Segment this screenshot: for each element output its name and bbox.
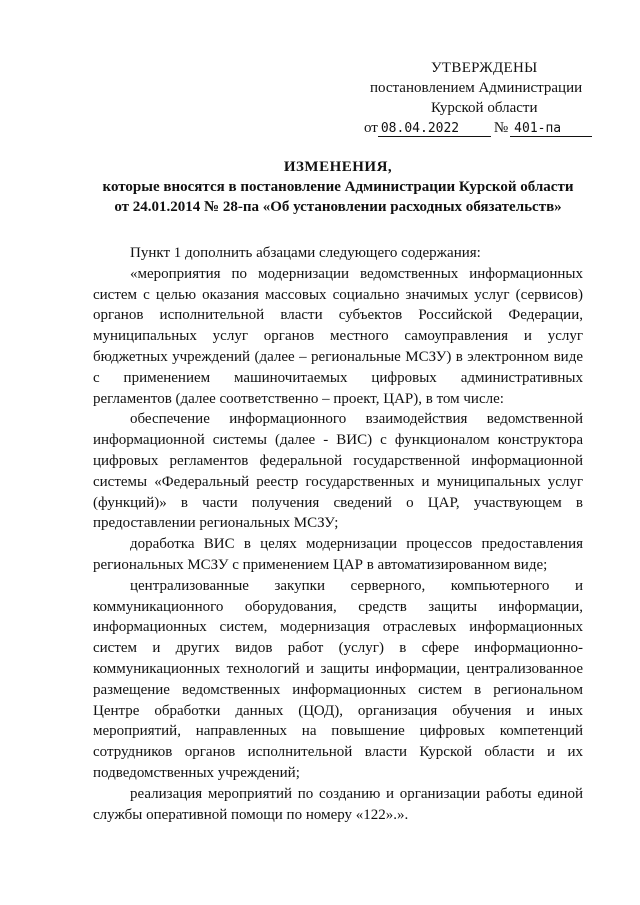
date-prefix: от <box>364 120 378 136</box>
document-number: 401-па <box>510 121 592 137</box>
approval-title: УТВЕРЖДЕНЫ <box>431 60 538 76</box>
heading-subtitle-line2: от 24.01.2014 № 28-па «Об установлении расходных обязательств» <box>114 199 562 215</box>
document-heading <box>88 157 588 217</box>
document-body <box>93 243 583 825</box>
approval-stamp <box>300 58 600 138</box>
paragraph: обеспечение информационного взаимодействия ведомственной информационной системы (далее - ВИС) с функционалом конструктора цифровых регламентов федеральной государственной информационной системы «Федеральный реестр государственных и муниципальных услуг (функций)» в части получения сведений о ЦАР, участвующем в предоставлении региональных МСЗУ; <box>93 411 583 532</box>
paragraph: реализация мероприятий по созданию и организации работы единой службы оперативной помощи по номеру «122».». <box>93 785 583 823</box>
heading-title: ИЗМЕНЕНИЯ, <box>283 159 393 175</box>
paragraph: централизованные закупки серверного, компьютерного и коммуникационного оборудования, средств защиты информации, информационных систем, модернизация отраслевых информационных систем и других видов работ (услуг) в сфере информационно-коммуникационных технологий и защиты информации, централизованное размещение ведомственных информационных систем в региональном Центре обработки данных (ЦОД), организация обучения и иных мероприятий, направленных на повышение цифровых компетенций сотрудников органов исполнительной власти Курской области и их подведомственных учреждений; <box>93 577 583 781</box>
approval-issuer: постановлением Администрации <box>370 80 583 96</box>
number-sign: № <box>493 120 509 136</box>
approval-region: Курской области <box>431 100 538 116</box>
paragraph: Пункт 1 дополнить абзацами следующего содержания: <box>130 245 481 261</box>
paragraph: доработка ВИС в целях модернизации процессов предоставления региональных МСЗУ с применением ЦАР в автоматизированном виде; <box>93 536 583 573</box>
heading-subtitle-line1: которые вносятся в постановление Администрации Курской области <box>102 179 574 195</box>
document-date: 08.04.2022 <box>378 121 491 137</box>
paragraph: «мероприятия по модернизации ведомственных информационных систем с целью оказания массовых социально значимых услуг (сервисов) органов исполнительной власти субъектов Российской Федерации, муниципальных услуг органов местного самоуправления и услуг бюджетных учреждений (далее – региональные МСЗУ) в электронном виде с применением машиночитаемых цифровых административных регламентов (далее соответственно – проект, ЦАР), в том числе: <box>93 265 583 407</box>
approval-date-number-row <box>364 118 592 138</box>
